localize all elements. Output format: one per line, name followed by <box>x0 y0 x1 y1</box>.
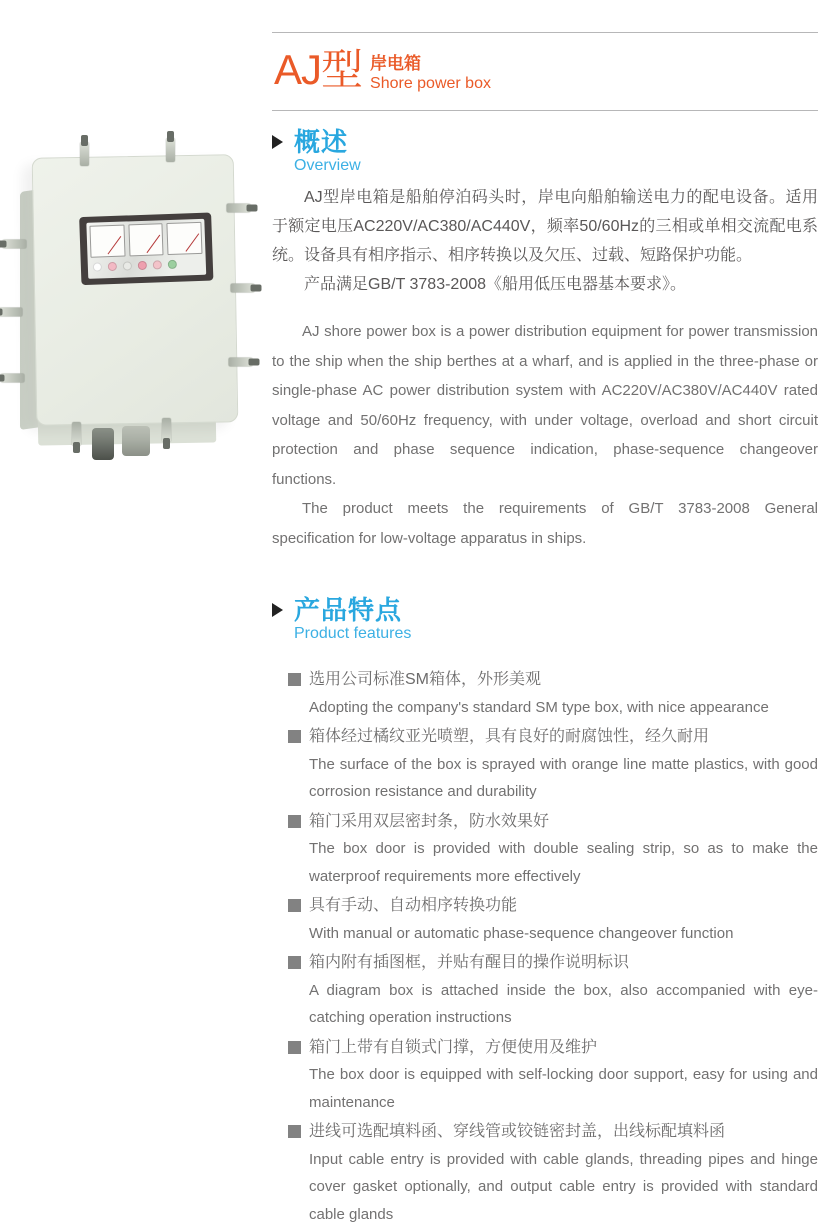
indicator-light-row <box>91 259 203 272</box>
square-bullet-icon <box>288 899 301 912</box>
overview-title-en: Overview <box>294 156 818 175</box>
product-title-stack <box>370 50 491 94</box>
feature-cn-text: 进线可选配填料函、穿线管或铰链密封盖，出线标配填料函 <box>309 1123 725 1140</box>
door-latch <box>227 204 251 213</box>
cabinet-front-door <box>32 154 239 425</box>
feature-cn-text: 具有手动、自动相序转换功能 <box>309 897 517 914</box>
feature-cn <box>272 949 818 977</box>
feature-en: The surface of the box is sprayed with orange line matte plastics, with good corrosion resistance and durability <box>272 751 818 806</box>
square-bullet-icon <box>288 730 301 743</box>
door-latch <box>3 240 27 249</box>
indicator-light <box>138 261 147 270</box>
product-name-cn: 岸电箱 <box>370 54 491 74</box>
feature-cn <box>272 666 818 694</box>
header-top-rule <box>272 32 818 33</box>
feature-en: The box door is equipped with self-locking door support, easy for using and maintenance <box>272 1061 818 1116</box>
product-model: AJ型 <box>274 50 362 90</box>
indicator-light <box>153 260 162 269</box>
features-title-en: Product features <box>294 624 818 643</box>
overview-paragraph-cn: AJ型岸电箱是船舶停泊码头时，岸电向船舶输送电力的配电设备。适用于额定电压AC220V/AC380/AC440V，频率50/60Hz的三相或单相交流配电系统。设备具有相序指示、相序转换以及欠压、过载、短路保护功能。 <box>272 183 818 270</box>
viewing-window-frame <box>79 213 213 286</box>
header-bottom-rule <box>272 110 818 111</box>
door-latch <box>162 418 171 442</box>
square-bullet-icon <box>288 1125 301 1138</box>
door-latch <box>231 284 255 293</box>
feature-en: The box door is provided with double sealing strip, so as to make the waterproof requirements more effectively <box>272 835 818 890</box>
overview-heading <box>272 128 818 175</box>
analog-meter <box>167 222 203 255</box>
feature-cn-text: 箱体经过橘纹亚光喷塑，具有良好的耐腐蚀性，经久耐用 <box>309 728 709 745</box>
cable-gland <box>92 428 114 460</box>
door-latch <box>80 142 89 166</box>
square-bullet-icon <box>288 1041 301 1054</box>
overview-paragraph-en: AJ shore power box is a power distribution equipment for power transmission to the ship when the ship berthes at a wharf, and is applied in the three-phase or single-phase AC power distribution system with AC220V/AC380V/AC440V rated voltage and 50/60Hz frequency, with under voltage, overload and short circuit protection and phase sequence indication, phase-sequence changeover functions. <box>272 317 818 494</box>
features-title-cn: 产品特点 <box>294 596 818 624</box>
overview-text-cn <box>272 183 818 299</box>
door-latch <box>229 358 253 367</box>
feature-cn <box>272 808 818 836</box>
feature-item <box>272 1034 818 1117</box>
indicator-light <box>108 262 117 271</box>
indicator-light <box>93 262 102 271</box>
square-bullet-icon <box>288 815 301 828</box>
overview-title-cn: 概述 <box>294 128 818 156</box>
overview-section <box>272 128 818 553</box>
analog-meter <box>128 223 164 256</box>
feature-en: With manual or automatic phase-sequence changeover function <box>272 920 818 948</box>
feature-cn <box>272 892 818 920</box>
feature-cn-text: 箱门采用双层密封条，防水效果好 <box>309 813 549 830</box>
door-latch <box>1 374 25 383</box>
overview-text-en <box>272 317 818 553</box>
feature-item <box>272 892 818 947</box>
feature-cn <box>272 1034 818 1062</box>
product-name-en: Shore power box <box>370 74 491 94</box>
feature-item <box>272 1118 818 1228</box>
indicator-light <box>123 261 132 270</box>
feature-en: Input cable entry is provided with cable glands, threading pipes and hinge cover gasket optionally, and output cable entry is provided with standard cable glands <box>272 1146 818 1228</box>
meter-row <box>89 222 202 258</box>
feature-item <box>272 666 818 721</box>
features-section <box>272 596 818 1228</box>
door-latch <box>0 308 23 317</box>
feature-cn <box>272 723 818 751</box>
cable-gland <box>122 426 150 456</box>
feature-en: A diagram box is attached inside the box, also accompanied with eye-catching operation instructions <box>272 977 818 1032</box>
feature-item <box>272 723 818 806</box>
triangle-marker-icon <box>272 603 283 617</box>
square-bullet-icon <box>288 673 301 686</box>
feature-cn-text: 选用公司标准SM箱体，外形美观 <box>309 671 541 688</box>
feature-cn <box>272 1118 818 1146</box>
features-heading <box>272 596 818 643</box>
feature-en: Adopting the company's standard SM type box, with nice appearance <box>272 694 818 722</box>
feature-item <box>272 949 818 1032</box>
feature-item <box>272 808 818 891</box>
indicator-light <box>168 260 177 269</box>
analog-meter <box>89 225 125 258</box>
feature-list <box>272 666 818 1228</box>
feature-cn-text: 箱内附有插图框，并贴有醒目的操作说明标识 <box>309 954 629 971</box>
overview-paragraph-cn: 产品满足GB/T 3783-2008《船用低压电器基本要求》。 <box>272 270 818 299</box>
square-bullet-icon <box>288 956 301 969</box>
door-latch <box>72 422 81 446</box>
overview-paragraph-en: The product meets the requirements of GB/T 3783-2008 General specification for low-voltage apparatus in ships. <box>272 494 818 553</box>
product-photo <box>6 140 258 470</box>
viewing-window-glass <box>86 219 206 279</box>
feature-cn-text: 箱门上带有自锁式门撑，方便使用及维护 <box>309 1039 597 1056</box>
product-title-block <box>274 50 491 94</box>
door-latch <box>166 138 175 162</box>
triangle-marker-icon <box>272 135 283 149</box>
content-column <box>272 128 818 1228</box>
